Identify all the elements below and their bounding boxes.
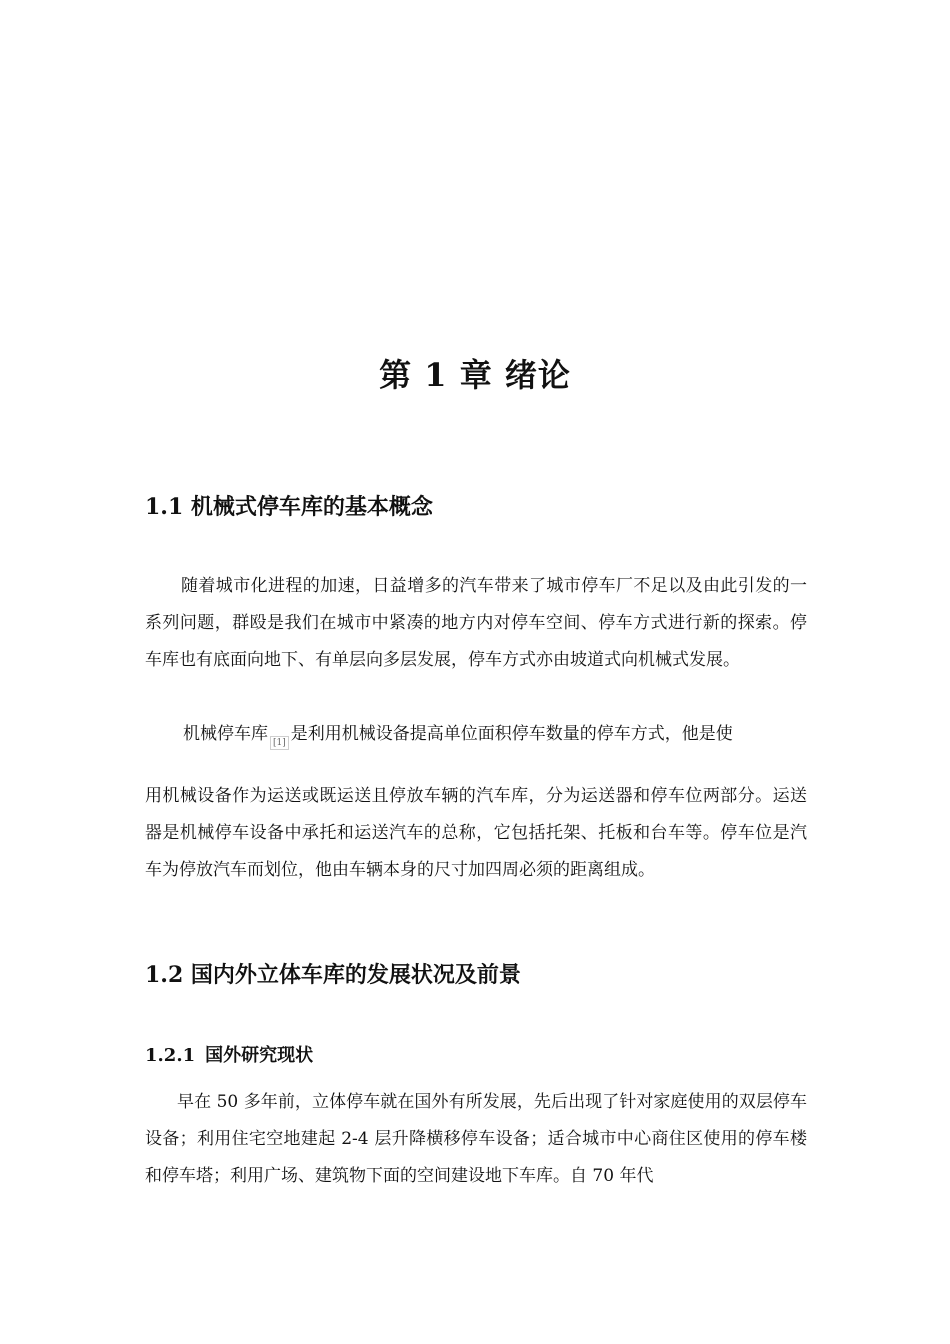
subsection-number: 1.2.1	[145, 1045, 196, 1066]
citation-marker[interactable]: [1]	[270, 736, 289, 750]
paragraph-1-2-1: 早在 50 多年前，立体停车就在国外有所发展，先后出现了针对家庭使用的双层停车设备；利用住宅空地建起 2-4 层升降横移停车设备；适合城市中心商住区使用的停车楼和停车塔；利用广场、建筑物下面的空间建设地下车库。自 70 年代	[145, 1092, 807, 1186]
paragraph-1-1-b-text-after-cite: 是利用机械设备提高单位面积停车数量的停车方式，他是使	[290, 724, 733, 744]
paragraph-1-1-a: 随着城市化进程的加速，日益增多的汽车带来了城市停车厂不足以及由此引发的一系列问题，群殴是我们在城市中紧凑的地方内对停车空间、停车方式进行新的探索。停车库也有底面向地下、有单层向多层发展，停车方式亦由坡道式向机械式发展。	[145, 576, 807, 670]
section-heading-1-1: 1.1 机械式停车库的基本概念	[145, 494, 433, 520]
paragraph-1-1-b-rest: 用机械设备作为运送或既运送且停放车辆的汽车库，分为运送器和停车位两部分。运送器是机械停车设备中承托和运送汽车的总称，它包括托架、托板和台车等。停车位是汽车为停放汽车而划位，他由车辆本身的尺寸加四周必须的距离组成。	[145, 786, 807, 880]
section-heading-1-2: 1.2 国内外立体车库的发展状况及前景	[145, 962, 521, 988]
paragraph-1-1-b-line1	[145, 716, 807, 753]
paragraph-1-1-b-text-start: 机械停车库	[183, 724, 268, 744]
chapter-title: 第 1 章 绪论	[379, 356, 571, 394]
subsection-heading-1-2-1	[145, 1041, 313, 1067]
subsection-title: 国外研究现状	[205, 1045, 314, 1066]
